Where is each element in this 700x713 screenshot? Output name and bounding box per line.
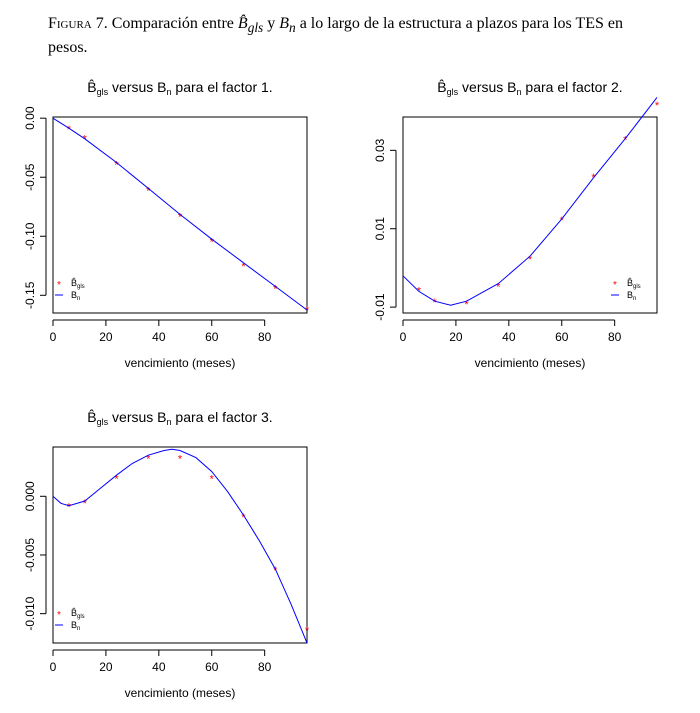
chart-title [87,79,272,97]
point-bgls: * [432,297,437,310]
y-tick-label: -0.005 [23,537,37,572]
point-bgls: * [209,473,214,486]
x-axis-label: vencimiento (meses) [474,356,586,370]
point-bgls: * [66,501,72,514]
legend-marker-bgls: * [613,280,617,291]
legend-marker-bgls: * [57,610,61,621]
point-bgls: * [177,211,183,224]
caption-y-word: y [267,15,276,32]
point-bgls: * [146,185,151,198]
title-part-3: n [166,87,172,97]
y-tick-label: -0.10 [23,222,37,250]
title-part-3: n [516,87,522,97]
title-part-0: B̂ [87,409,97,425]
y-tick-label: -0.05 [23,163,37,191]
point-bgls: * [273,283,278,296]
x-tick-label: 80 [257,660,272,674]
title-part-4: para el factor 1. [171,79,273,95]
y-tick-label: -0.010 [23,596,37,631]
title-part-2: versus B [108,409,167,425]
title-part-1: gls [446,87,459,97]
series-line-bn [403,97,657,305]
point-bgls: * [496,281,501,294]
series-line-bn [53,449,307,643]
x-tick-label: 0 [49,330,57,344]
legend-label-bgls: $B̂_{gls}$ [627,278,641,290]
x-tick-label: 0 [399,330,407,344]
title-part-2: versus B [108,79,167,95]
chart-factor-2 [350,70,700,380]
point-bgls: * [591,171,596,184]
caption-gls-subscript: gls [247,20,264,36]
title-part-1: gls [96,417,109,427]
x-tick-label: 40 [502,330,516,344]
y-tick-label: -0.15 [23,281,37,309]
legend [55,278,85,302]
y-tick-label: 0.00 [23,106,37,130]
x-tick-label: 60 [205,330,219,344]
x-tick-label: 40 [152,330,166,344]
x-tick-label: 20 [99,330,113,344]
series-line-bn [53,118,307,310]
caption-part2: a lo largo de la estructura a plazos para los TES en pesos. [48,15,623,57]
legend-label-bn: $B_n$ [71,290,81,302]
title-part-1: gls [96,87,109,97]
legend-label-bn: $B_n$ [71,620,81,632]
x-tick-label: 20 [99,660,113,674]
x-tick-label: 60 [205,660,219,674]
legend [611,278,641,302]
point-bgls: * [623,134,628,147]
point-bgls: * [82,498,87,511]
caption-bgls-symbol: B̂ [237,15,248,32]
caption-bn-symbol: B [279,15,290,32]
point-bgls: * [241,512,246,525]
point-bgls: * [559,214,564,227]
title-part-4: para el factor 3. [171,409,273,425]
chart-title [87,409,272,427]
x-tick-label: 0 [49,660,57,674]
point-bgls: * [464,299,469,312]
x-tick-label: 40 [152,660,166,674]
point-bgls: * [304,304,310,317]
chart-factor-1 [0,70,350,380]
point-bgls: * [304,624,310,637]
point-bgls: * [241,261,246,274]
title-part-4: para el factor 2. [521,79,623,95]
y-tick-label: -0.01 [373,293,387,321]
caption-part1: Comparación entre [111,15,234,32]
title-part-3: n [166,417,172,427]
plot-frame [53,447,307,643]
y-tick-label: 0.01 [373,217,387,241]
chart-title [437,79,622,97]
point-bgls: * [146,453,151,466]
legend-marker-bgls: * [57,280,61,291]
point-bgls: * [114,473,119,486]
title-part-0: B̂ [437,79,447,95]
x-tick-label: 80 [607,330,622,344]
point-bgls: * [177,453,183,466]
legend-label-bn: $B_n$ [627,290,637,302]
title-part-2: versus B [458,79,517,95]
point-bgls: * [273,565,278,578]
point-bgls: * [209,236,214,249]
title-part-0: B̂ [87,79,97,95]
legend [55,608,85,632]
caption-label: Figura 7. [48,15,108,32]
point-bgls: * [82,133,87,146]
point-bgls: * [527,254,533,267]
chart-factor-3 [0,400,350,710]
x-tick-label: 20 [449,330,463,344]
x-axis-label: vencimiento (meses) [124,356,236,370]
y-tick-label: 0.03 [373,138,387,162]
legend-label-bgls: $B̂_{gls}$ [71,278,85,290]
caption-n-subscript: n [289,20,296,36]
y-tick-label: 0.000 [23,481,37,512]
point-bgls: * [114,159,119,172]
legend-label-bgls: $B̂_{gls}$ [71,608,85,620]
x-axis-label: vencimiento (meses) [124,686,236,700]
point-bgls: * [416,285,422,298]
point-bgls: * [654,100,660,113]
figure-caption [48,14,658,58]
x-tick-label: 80 [257,330,272,344]
x-tick-label: 60 [555,330,569,344]
point-bgls: * [66,124,72,137]
